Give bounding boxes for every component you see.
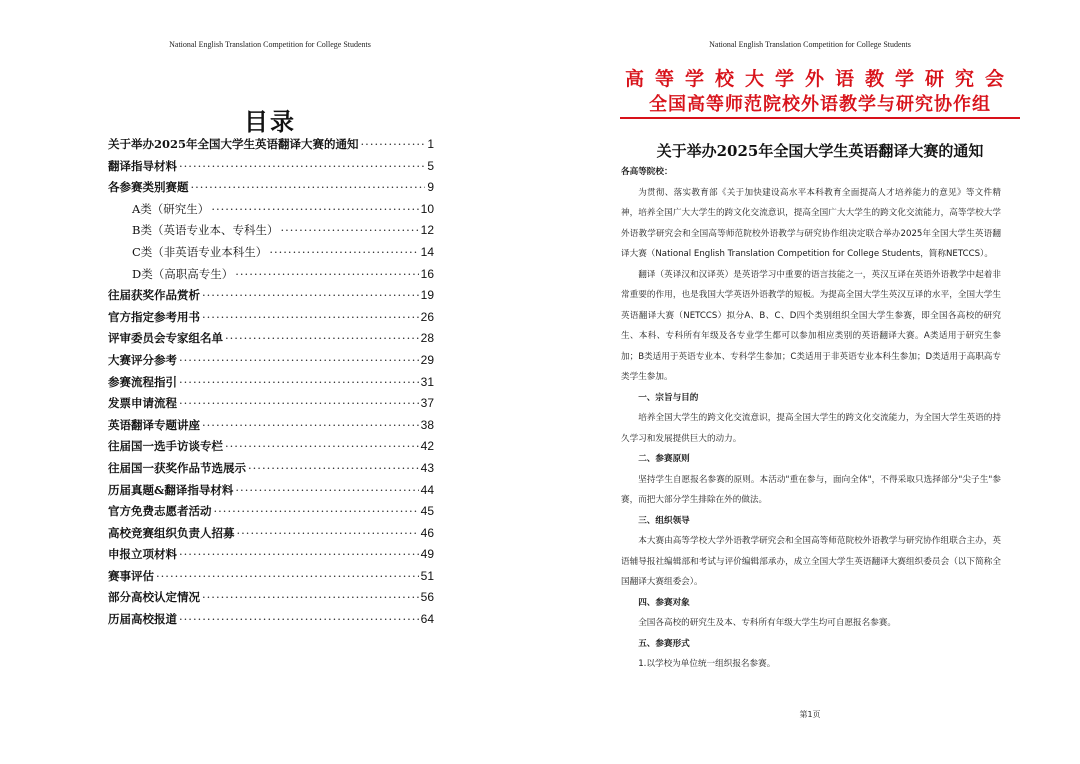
toc-entry[interactable] [108, 395, 434, 417]
section-heading-principle: 二、参赛原则 [638, 454, 690, 464]
section-heading-organization: 三、组织领导 [638, 515, 690, 526]
org-name-line-1: 高等学校大学外语教学研究会 [624, 68, 1015, 90]
org-name-line-2: 全国高等师范院校外语教学与研究协作组 [649, 94, 991, 115]
toc-entry-page-number: 42 [420, 439, 434, 454]
toc-entry-label: 各参赛类别赛题 [108, 180, 189, 195]
toc-entry[interactable] [108, 158, 434, 180]
toc-entry-page-number: 45 [420, 504, 434, 519]
toc-entry-label: 关于举办2025年全国大学生英语翻译大赛的通知 [108, 137, 359, 151]
paragraph-translation: 翻译（英译汉和汉译英）是英语学习中重要的语言技能之一，英汉互译在英语外语教学中起着非常重要的作用，也是我国大学英语外语教学的短板。为提高全国大学生英汉互译的水平，全国大学生英语翻译大赛（NETCCS）拟分A、B、C、D四个类别组织全国大学生参赛，即全国各高校的研究生、本科、专科所有年级及各专业学生都可以参加相应类别的英语翻译大赛。A类适用于研究生参加；B类适用于英语专业本、专科学生参加；C类适用于非英语专业本科生参加；D类适用于高职高专类学生参加。 [621, 269, 1001, 382]
section-heading-format: 五、参赛形式 [638, 638, 690, 649]
toc-entry-label: 官方指定参考用书 [108, 309, 200, 324]
toc-leader-dots [280, 223, 418, 237]
toc-entry-page-number: 51 [420, 568, 434, 583]
toc-leader-dots [179, 353, 419, 367]
toc-list [108, 136, 434, 633]
toc-entry-label: 部分高校认定情况 [108, 590, 200, 605]
section-heading-purpose: 一、宗旨与目的 [638, 392, 699, 403]
toc-leader-dots [235, 483, 418, 497]
toc-entry-page-number: 64 [420, 612, 434, 627]
toc-entry[interactable] [108, 266, 434, 288]
toc-entry-page-number: 16 [420, 266, 434, 281]
toc-entry[interactable] [108, 222, 434, 244]
toc-leader-dots [237, 526, 419, 540]
toc-entry-page-number: 26 [420, 309, 434, 324]
toc-leader-dots [248, 461, 419, 475]
toc-title: 目录 [244, 108, 296, 137]
toc-leader-dots [225, 439, 419, 453]
toc-leader-dots [361, 137, 426, 151]
toc-leader-dots [179, 375, 419, 389]
toc-entry-label: 大赛评分参考 [108, 352, 177, 367]
toc-leader-dots [225, 331, 419, 345]
toc-leader-dots [191, 180, 426, 194]
toc-entry-label: 发票申请流程 [108, 396, 177, 411]
toc-entry[interactable] [108, 611, 434, 633]
red-divider [620, 117, 1020, 119]
toc-entry-page-number: 44 [420, 482, 434, 497]
toc-entry-page-number: 1 [427, 137, 434, 151]
toc-entry-label: 往届获奖作品赏析 [108, 288, 200, 303]
toc-entry-page-number: 5 [427, 158, 434, 173]
toc-entry-page-number: 29 [420, 352, 434, 367]
toc-entry-page-number: 31 [420, 374, 434, 389]
toc-leader-dots [211, 202, 418, 216]
toc-entry[interactable] [108, 352, 434, 374]
running-header-right: National English Translation Competition for College Students [709, 40, 911, 49]
toc-entry[interactable] [108, 330, 434, 352]
toc-entry[interactable] [108, 244, 434, 266]
toc-entry-label: 往届国一选手访谈专栏 [108, 439, 223, 454]
toc-leader-dots [179, 159, 425, 173]
toc-entry-label: A类（研究生） [132, 201, 210, 216]
toc-entry-page-number: 10 [420, 201, 434, 216]
paragraph-principle: 坚持学生自愿报名参赛的原则。本活动"重在参与，面向全体"，不得采取只选择部分"尖子生"参赛，而把大部分学生排除在外的做法。 [621, 474, 1001, 505]
toc-entry-label: 历届真题&翻译指导材料 [108, 482, 234, 497]
section-heading-participants: 四、参赛对象 [638, 597, 690, 608]
toc-entry-label: C类（非英语专业本科生） [132, 244, 268, 259]
toc-leader-dots [235, 267, 418, 281]
toc-entry[interactable] [108, 568, 434, 590]
toc-entry-page-number: 49 [420, 547, 434, 562]
toc-entry-label: 英语翻译专题讲座 [108, 417, 200, 432]
toc-entry[interactable] [108, 438, 434, 460]
toc-entry-label: 参赛流程指引 [108, 374, 177, 389]
toc-leader-dots [202, 590, 419, 604]
page-number: 第1页 [799, 710, 821, 719]
salutation: 各高等院校： [621, 167, 673, 177]
toc-entry-page-number: 37 [420, 396, 434, 411]
toc-entry[interactable] [108, 136, 434, 158]
toc-entry[interactable] [108, 460, 434, 482]
paragraph-participants: 全国各高校的研究生及本、专科所有年级大学生均可自愿报名参赛。 [638, 618, 897, 628]
toc-entry-label: B类（英语专业本、专科生） [132, 223, 279, 238]
notice-body [621, 162, 1001, 675]
toc-leader-dots [179, 396, 419, 410]
toc-entry-page-number: 14 [420, 244, 434, 259]
toc-leader-dots [202, 288, 419, 302]
toc-entry-label: 历届高校报道 [108, 612, 177, 627]
toc-entry-page-number: 12 [420, 223, 434, 238]
toc-entry-label: 评审委员会专家组名单 [108, 331, 223, 346]
notice-title: 关于举办2025年全国大学生英语翻译大赛的通知 [656, 142, 984, 161]
toc-entry-page-number: 43 [420, 460, 434, 475]
toc-entry[interactable] [108, 417, 434, 439]
toc-entry-label: D类（高职高专生） [132, 266, 234, 281]
toc-entry-label: 官方免费志愿者活动 [108, 504, 212, 519]
toc-entry-label: 赛事评估 [108, 568, 154, 583]
toc-entry[interactable] [108, 179, 434, 201]
toc-leader-dots [214, 504, 419, 518]
toc-leader-dots [202, 418, 419, 432]
paragraph-intro: 为贯彻、落实教育部《关于加快建设高水平本科教育全面提高人才培养能力的意见》等文件精神，培养全国广大大学生的跨文化交流意识，提高全国广大大学生的跨文化交流能力，高等学校大学外语教学研究会和全国高等师范院校外语教学与研究协作组决定联合举办2025年全国大学生英语翻译大赛（National English Translation Competition for College Students，简称NETCCS）。 [621, 187, 1001, 259]
toc-leader-dots [179, 612, 419, 626]
toc-leader-dots [202, 310, 419, 324]
paragraph-format: 1.以学校为单位统一组织报名参赛。 [638, 659, 776, 669]
toc-entry[interactable] [108, 482, 434, 504]
toc-entry-page-number: 9 [427, 180, 434, 195]
toc-entry[interactable] [108, 201, 434, 223]
toc-entry[interactable] [108, 546, 434, 568]
toc-entry[interactable] [108, 287, 434, 309]
running-header-left: National English Translation Competition for College Students [169, 40, 371, 49]
toc-entry-label: 高校竞赛组织负责人招募 [108, 525, 235, 540]
right-page-notice [540, 0, 1080, 764]
toc-entry-label: 往届国一获奖作品节选展示 [108, 460, 246, 475]
toc-entry-label: 申报立项材料 [108, 547, 177, 562]
toc-entry[interactable] [108, 309, 434, 331]
toc-entry[interactable] [108, 374, 434, 396]
toc-leader-dots [156, 569, 419, 583]
toc-entry-page-number: 56 [420, 590, 434, 605]
paragraph-purpose: 培养全国大学生的跨文化交流意识，提高全国大学生的跨文化交流能力，为全国大学生英语的持久学习和发展提供巨大的动力。 [621, 413, 1001, 444]
paragraph-organization: 本大赛由高等学校大学外语教学研究会和全国高等师范院校外语教学与研究协作组联合主办，英语辅导报社编辑部和考试与评价编辑部承办，成立全国大学生英语翻译大赛组织委员会（以下简称全国翻译大赛组委会）。 [621, 536, 1001, 587]
toc-leader-dots [269, 245, 418, 259]
toc-entry-label: 翻译指导材料 [108, 158, 177, 173]
toc-leader-dots [179, 547, 419, 561]
toc-entry-page-number: 28 [420, 331, 434, 346]
toc-entry[interactable] [108, 589, 434, 611]
toc-entry-page-number: 19 [420, 288, 434, 303]
toc-entry-page-number: 38 [420, 417, 434, 432]
toc-entry-page-number: 46 [420, 525, 434, 540]
toc-entry[interactable] [108, 525, 434, 547]
toc-entry[interactable] [108, 503, 434, 525]
